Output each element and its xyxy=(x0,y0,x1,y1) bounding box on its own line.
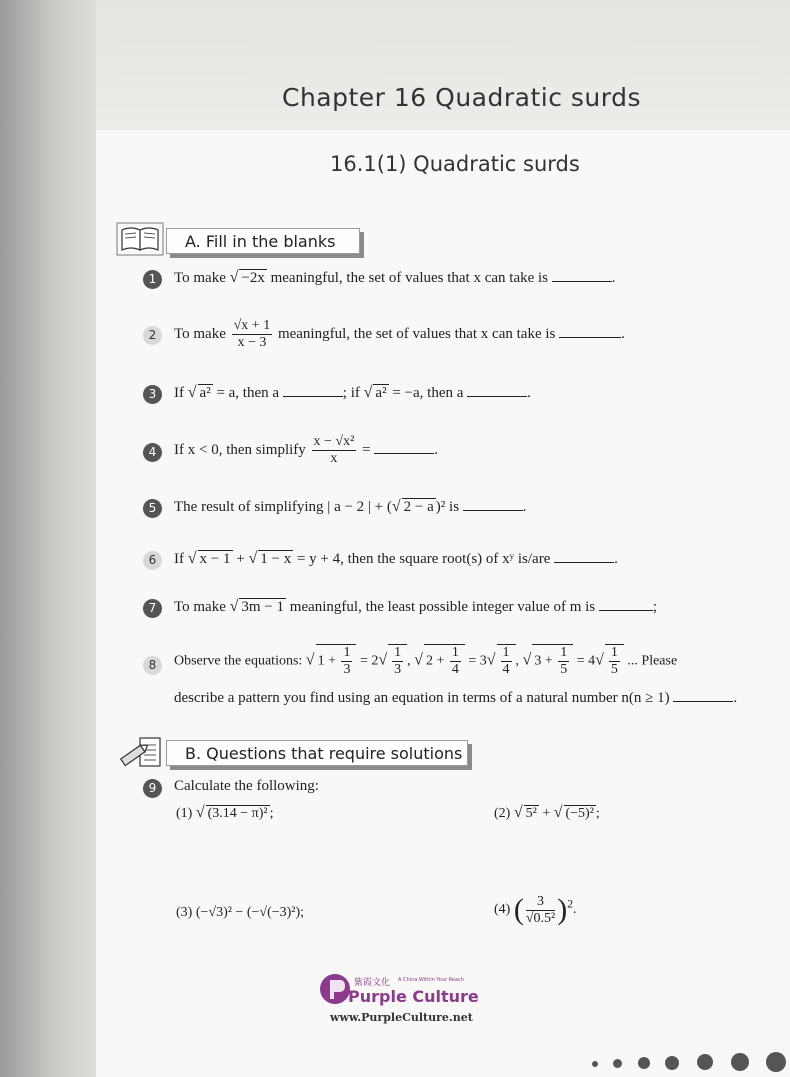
logo-chinese-text: 紫霞文化 xyxy=(354,978,391,988)
question-number-7: 7 xyxy=(143,599,162,618)
question-4: If x < 0, then simplify $\frac{\text{x − √x²}}{x}$ = . xyxy=(174,434,439,466)
question-number-6: 6 xyxy=(143,551,162,570)
adjacent-page-edge xyxy=(0,0,96,1077)
answer-blank-3a[interactable] xyxy=(283,384,343,397)
open-book-icon xyxy=(116,222,164,261)
purple-culture-logo-icon xyxy=(318,972,352,1011)
decorative-dot xyxy=(613,1059,622,1068)
question-9-intro: Calculate the following: xyxy=(174,778,319,794)
answer-blank-8[interactable] xyxy=(673,689,733,702)
question-5: The result of simplifying | a − 2 | + (√ 2 − a )² is . xyxy=(174,498,527,515)
question-3: If √ a² = a, then a ; if √ a² = −a, then a . xyxy=(174,384,531,401)
question-number-3: 3 xyxy=(143,385,162,404)
question-9-part-4: (4) ( $\frac{3}{\text{√0.5²}}$ )$^2$. xyxy=(494,893,577,926)
question-number-9: 9 xyxy=(143,779,162,798)
question-number-4: 4 xyxy=(143,443,162,462)
logo-url: www.PurpleCulture.net xyxy=(330,1011,473,1024)
question-number-5: 5 xyxy=(143,499,162,518)
question-9-part-1: (1) √ (3.14 − π)² ; xyxy=(176,804,274,821)
question-number-2: 2 xyxy=(143,326,162,345)
question-8: Observe the equations: √ 1 + $\frac{1}{3}$ = 2√ $\frac{1}{3}$ , √ 2 + $\frac{1}{4}$ = 3√ $\frac{1}{4}$ , √ 3 + $\frac{1}{5}$ = 4√ $\frac{1}{5}$ ... Please xyxy=(174,645,678,677)
chapter-title: Chapter 16 Quadratic surds xyxy=(282,83,642,112)
answer-blank-1[interactable] xyxy=(552,269,612,282)
question-2: To make $\frac{√x + 1}{x - 3}$ meaningful, the set of values that x can take is . xyxy=(174,318,625,350)
section-b-heading: B. Questions that require solutions xyxy=(166,740,468,766)
question-7: To make √ 3m − 1 meaningful, the least possible integer value of m is ; xyxy=(174,598,658,615)
question-9-part-2: (2) √ 5² + √ (−5)² ; xyxy=(494,804,600,821)
answer-blank-6[interactable] xyxy=(554,550,614,563)
answer-blank-5[interactable] xyxy=(463,498,523,511)
decorative-dot xyxy=(766,1052,786,1072)
question-8-line-2: describe a pattern you find using an equation in terms of a natural number n(n ≥ 1) . xyxy=(174,690,738,706)
answer-blank-4[interactable] xyxy=(374,441,434,454)
section-title: 16.1(1) Quadratic surds xyxy=(330,152,580,176)
question-number-1: 1 xyxy=(143,270,162,289)
question-1: To make √ −2x meaningful, the set of values that x can take is . xyxy=(174,269,616,286)
question-6: If √ x − 1 + √ 1 − x = y + 4, then the square root(s) of xʸ is/are . xyxy=(174,550,618,567)
logo-tagline: A China Within Your Reach xyxy=(398,977,464,983)
decorative-dot xyxy=(638,1057,650,1069)
decorative-dot xyxy=(592,1061,598,1067)
answer-blank-3b[interactable] xyxy=(467,384,527,397)
question-number-8: 8 xyxy=(143,656,162,675)
question-9-part-3: (3) (−√3)² − (−√(−3)²); xyxy=(176,905,305,920)
decorative-dot xyxy=(665,1056,679,1070)
answer-blank-2[interactable] xyxy=(559,325,621,338)
logo-name: Purple Culture xyxy=(348,987,479,1006)
answer-blank-7[interactable] xyxy=(599,598,653,611)
section-a-heading: A. Fill in the blanks xyxy=(166,228,360,254)
decorative-dot xyxy=(731,1053,749,1071)
pencil-notebook-icon xyxy=(118,734,164,775)
decorative-dot xyxy=(697,1054,713,1070)
